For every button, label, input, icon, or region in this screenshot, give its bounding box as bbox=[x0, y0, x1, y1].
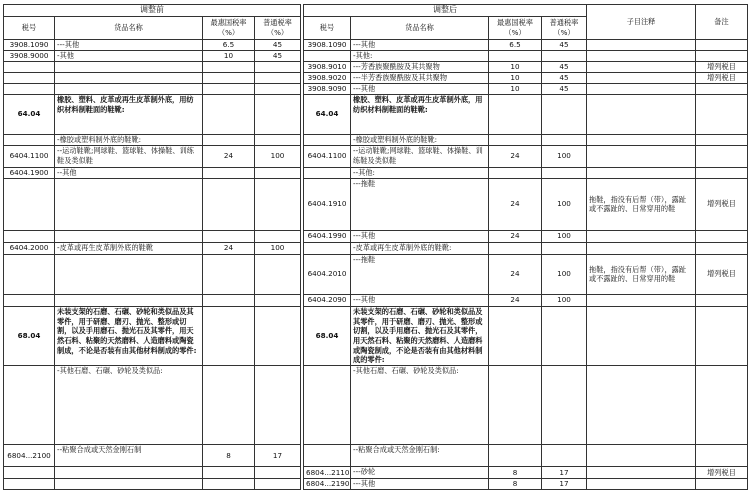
remark-cell: 增列税目 bbox=[696, 254, 748, 294]
before-general-cell: 100 bbox=[255, 145, 301, 167]
note-cell bbox=[587, 366, 696, 445]
before-mfn-cell bbox=[203, 94, 255, 134]
after-mfn-cell: 6.5 bbox=[489, 39, 542, 50]
remark-cell bbox=[696, 39, 748, 50]
before-name-cell: -皮革或再生皮革制外底的鞋靴 bbox=[55, 242, 203, 254]
after-name-cell: ---其他 bbox=[351, 230, 489, 242]
before-general-cell bbox=[255, 306, 301, 365]
before-code-cell bbox=[4, 178, 55, 230]
before-code-cell: 3908.1090 bbox=[4, 39, 55, 50]
remark-header: 备注 bbox=[696, 5, 748, 40]
before-general-cell bbox=[255, 94, 301, 134]
after-mfn-header: 最惠国税率（%） bbox=[489, 16, 542, 39]
after-name-cell: -其他: bbox=[351, 50, 489, 61]
remark-cell bbox=[696, 94, 748, 134]
after-general-header: 普通税率（%） bbox=[542, 16, 587, 39]
before-code-cell bbox=[4, 72, 55, 83]
before-general-cell bbox=[255, 230, 301, 242]
remark-cell bbox=[696, 230, 748, 242]
remark-cell bbox=[696, 306, 748, 365]
after-code-cell bbox=[304, 366, 351, 445]
before-mfn-cell: 24 bbox=[203, 145, 255, 167]
after-general-cell bbox=[542, 167, 587, 178]
after-mfn-cell: 24 bbox=[489, 294, 542, 306]
before-code-cell bbox=[4, 467, 55, 479]
before-mfn-header: 最惠国税率（%） bbox=[203, 16, 255, 39]
table-row bbox=[4, 254, 748, 294]
before-name-cell bbox=[55, 178, 203, 230]
note-cell bbox=[587, 230, 696, 242]
after-code-cell: 6404.2010 bbox=[304, 254, 351, 294]
tariff-table bbox=[3, 4, 748, 490]
table-row bbox=[4, 167, 748, 178]
remark-cell: 增列税目 bbox=[696, 61, 748, 72]
after-name-cell: ---其他 bbox=[351, 294, 489, 306]
before-mfn-cell bbox=[203, 467, 255, 479]
before-name-cell: --其他 bbox=[55, 167, 203, 178]
before-general-cell bbox=[255, 61, 301, 72]
after-name-header: 货品名称 bbox=[351, 16, 489, 39]
before-name-cell bbox=[55, 61, 203, 72]
after-general-cell: 17 bbox=[542, 467, 587, 479]
before-code-cell: 6404.2000 bbox=[4, 242, 55, 254]
after-code-cell: 6404.1100 bbox=[304, 145, 351, 167]
before-code-cell bbox=[4, 294, 55, 306]
before-name-cell: --运动鞋靴;网球鞋、篮球鞋、体操鞋、训练鞋及类似鞋 bbox=[55, 145, 203, 167]
after-name-cell: ---砂轮 bbox=[351, 467, 489, 479]
table-row bbox=[4, 178, 748, 230]
before-general-cell bbox=[255, 254, 301, 294]
note-cell bbox=[587, 306, 696, 365]
before-code-cell: 64.04 bbox=[4, 94, 55, 134]
before-general-cell: 45 bbox=[255, 39, 301, 50]
after-code-cell bbox=[304, 242, 351, 254]
before-code-cell bbox=[4, 83, 55, 94]
before-code-cell bbox=[4, 254, 55, 294]
after-code-cell: 6804...2110 bbox=[304, 467, 351, 479]
remark-cell bbox=[696, 294, 748, 306]
before-name-cell bbox=[55, 467, 203, 479]
table-row bbox=[4, 230, 748, 242]
after-code-cell bbox=[304, 134, 351, 145]
after-mfn-cell bbox=[489, 94, 542, 134]
before-name-header: 货品名称 bbox=[55, 16, 203, 39]
before-name-cell bbox=[55, 230, 203, 242]
after-code-cell bbox=[304, 167, 351, 178]
table-row bbox=[4, 366, 748, 445]
note-cell bbox=[587, 72, 696, 83]
before-group-header: 调整前 bbox=[4, 5, 301, 17]
after-code-cell: 6804...2190 bbox=[304, 479, 351, 490]
remark-cell bbox=[696, 50, 748, 61]
note-header: 子目注释 bbox=[587, 5, 696, 40]
before-mfn-cell bbox=[203, 83, 255, 94]
before-general-cell: 17 bbox=[255, 445, 301, 467]
before-name-cell: --粘聚合成或天然金刚石制 bbox=[55, 445, 203, 467]
before-mfn-cell bbox=[203, 479, 255, 490]
after-code-cell: 6404.1910 bbox=[304, 178, 351, 230]
before-general-cell bbox=[255, 72, 301, 83]
before-code-cell: 68.04 bbox=[4, 306, 55, 365]
after-code-cell: 64.04 bbox=[304, 94, 351, 134]
table-row bbox=[4, 72, 748, 83]
note-cell bbox=[587, 167, 696, 178]
before-code-cell: 6404.1900 bbox=[4, 167, 55, 178]
after-general-cell bbox=[542, 366, 587, 445]
after-code-cell: 3908.9010 bbox=[304, 61, 351, 72]
before-name-cell: -其他 bbox=[55, 50, 203, 61]
before-name-cell: 未装支架的石磨、石碾、砂轮和类似品及其零件，用于研磨、磨刃、抛光、整形或切割，以及手用磨石、抛光石及其零件，用天然石料、粘聚的天然磨料、人造磨料或陶瓷制成，不论是否装有由其他材料制成的零件: bbox=[55, 306, 203, 365]
remark-cell bbox=[696, 445, 748, 467]
remark-cell bbox=[696, 479, 748, 490]
after-name-cell: --其他: bbox=[351, 167, 489, 178]
before-name-cell: 橡胶、塑料、皮革或再生皮革制外底，用纺织材料制鞋面的鞋靴: bbox=[55, 94, 203, 134]
after-general-cell: 100 bbox=[542, 178, 587, 230]
before-name-cell bbox=[55, 72, 203, 83]
after-code-cell: 3908.9020 bbox=[304, 72, 351, 83]
after-general-cell bbox=[542, 50, 587, 61]
before-mfn-cell: 8 bbox=[203, 445, 255, 467]
after-mfn-cell: 8 bbox=[489, 479, 542, 490]
before-name-cell bbox=[55, 294, 203, 306]
table-row bbox=[4, 39, 748, 50]
before-mfn-cell: 6.5 bbox=[203, 39, 255, 50]
remark-cell bbox=[696, 366, 748, 445]
after-code-cell bbox=[304, 445, 351, 467]
after-general-cell bbox=[542, 242, 587, 254]
note-cell bbox=[587, 242, 696, 254]
after-name-cell: -皮革或再生皮革制外底的鞋靴: bbox=[351, 242, 489, 254]
table-row bbox=[4, 306, 748, 365]
after-general-cell bbox=[542, 306, 587, 365]
after-name-cell: ---其他 bbox=[351, 39, 489, 50]
after-code-cell: 68.04 bbox=[304, 306, 351, 365]
after-mfn-cell: 10 bbox=[489, 83, 542, 94]
after-general-cell: 45 bbox=[542, 39, 587, 50]
before-mfn-cell bbox=[203, 294, 255, 306]
after-general-cell: 45 bbox=[542, 83, 587, 94]
after-mfn-cell bbox=[489, 306, 542, 365]
after-general-cell: 100 bbox=[542, 145, 587, 167]
before-mfn-cell bbox=[203, 306, 255, 365]
after-mfn-cell: 8 bbox=[489, 467, 542, 479]
table-row bbox=[4, 134, 748, 145]
before-mfn-cell: 24 bbox=[203, 242, 255, 254]
note-cell bbox=[587, 50, 696, 61]
after-name-cell: --运动鞋靴;网球鞋、篮球鞋、体操鞋、训练鞋及类似鞋 bbox=[351, 145, 489, 167]
after-name-cell: ---其他 bbox=[351, 479, 489, 490]
table-row bbox=[4, 479, 748, 490]
note-cell bbox=[587, 145, 696, 167]
after-mfn-cell: 10 bbox=[489, 61, 542, 72]
after-name-cell: ---半芳香族聚酰胺及其共聚物 bbox=[351, 72, 489, 83]
before-general-cell bbox=[255, 479, 301, 490]
before-mfn-cell bbox=[203, 134, 255, 145]
before-general-cell: 100 bbox=[255, 242, 301, 254]
table-row bbox=[4, 61, 748, 72]
after-name-cell: ---拖鞋 bbox=[351, 254, 489, 294]
before-mfn-cell bbox=[203, 178, 255, 230]
before-mfn-cell bbox=[203, 72, 255, 83]
remark-cell bbox=[696, 134, 748, 145]
before-general-cell: 45 bbox=[255, 50, 301, 61]
before-code-cell bbox=[4, 230, 55, 242]
after-code-header: 税号 bbox=[304, 16, 351, 39]
before-general-cell bbox=[255, 294, 301, 306]
remark-cell: 增列税目 bbox=[696, 72, 748, 83]
tariff-rows bbox=[4, 39, 748, 489]
before-mfn-cell bbox=[203, 366, 255, 445]
remark-cell bbox=[696, 145, 748, 167]
before-general-header: 普通税率（%） bbox=[255, 16, 301, 39]
table-row bbox=[4, 294, 748, 306]
after-general-cell: 100 bbox=[542, 230, 587, 242]
before-code-cell bbox=[4, 479, 55, 490]
note-cell bbox=[587, 467, 696, 479]
after-name-cell: ---拖鞋 bbox=[351, 178, 489, 230]
before-code-cell: 6404.1100 bbox=[4, 145, 55, 167]
before-code-cell: 3908.9000 bbox=[4, 50, 55, 61]
before-code-cell bbox=[4, 134, 55, 145]
before-code-cell bbox=[4, 61, 55, 72]
after-mfn-cell: 24 bbox=[489, 178, 542, 230]
after-general-cell bbox=[542, 134, 587, 145]
after-general-cell bbox=[542, 94, 587, 134]
after-name-cell: --粘聚合成或天然金刚石制: bbox=[351, 445, 489, 467]
before-general-cell bbox=[255, 366, 301, 445]
before-mfn-cell bbox=[203, 61, 255, 72]
table-row bbox=[4, 145, 748, 167]
after-code-cell bbox=[304, 50, 351, 61]
after-mfn-cell bbox=[489, 134, 542, 145]
after-mfn-cell bbox=[489, 167, 542, 178]
before-code-cell: 6804...2100 bbox=[4, 445, 55, 467]
before-name-cell bbox=[55, 254, 203, 294]
after-mfn-cell: 24 bbox=[489, 145, 542, 167]
remark-cell: 增列税目 bbox=[696, 178, 748, 230]
before-code-cell bbox=[4, 366, 55, 445]
tariff-adjustment-sheet bbox=[3, 4, 747, 496]
remark-cell bbox=[696, 83, 748, 94]
after-general-cell: 100 bbox=[542, 294, 587, 306]
after-mfn-cell: 10 bbox=[489, 72, 542, 83]
after-name-cell: -橡胶或塑料制外底的鞋靴: bbox=[351, 134, 489, 145]
after-name-cell: 未装支架的石磨、石碾、砂轮和类似品及其零件，用于研磨、磨刃、抛光、整形或切割，以及手用磨石、抛光石及其零件，用天然石料、粘聚的天然磨料、人造磨料或陶瓷制成，不论是否装有由其他材料制成的零件: bbox=[351, 306, 489, 365]
before-general-cell bbox=[255, 134, 301, 145]
after-general-cell: 17 bbox=[542, 479, 587, 490]
after-code-cell: 6404.1990 bbox=[304, 230, 351, 242]
after-general-cell: 100 bbox=[542, 254, 587, 294]
after-general-cell bbox=[542, 445, 587, 467]
before-name-cell: ---其他 bbox=[55, 39, 203, 50]
after-code-cell: 3908.1090 bbox=[304, 39, 351, 50]
before-name-cell: -橡胶或塑料制外底的鞋靴: bbox=[55, 134, 203, 145]
before-general-cell bbox=[255, 167, 301, 178]
note-cell bbox=[587, 479, 696, 490]
before-general-cell bbox=[255, 178, 301, 230]
table-row bbox=[4, 50, 748, 61]
after-code-cell: 3908.9090 bbox=[304, 83, 351, 94]
after-mfn-cell bbox=[489, 50, 542, 61]
note-cell bbox=[587, 94, 696, 134]
before-mfn-cell bbox=[203, 230, 255, 242]
before-general-cell bbox=[255, 467, 301, 479]
before-mfn-cell bbox=[203, 167, 255, 178]
note-cell bbox=[587, 83, 696, 94]
after-mfn-cell: 24 bbox=[489, 254, 542, 294]
note-cell: 拖鞋，指没有后帮（带），露趾或不露趾的、日常穿用的鞋 bbox=[587, 254, 696, 294]
remark-cell bbox=[696, 242, 748, 254]
note-cell bbox=[587, 134, 696, 145]
note-cell bbox=[587, 294, 696, 306]
before-mfn-cell bbox=[203, 254, 255, 294]
before-general-cell bbox=[255, 83, 301, 94]
after-code-cell: 6404.2090 bbox=[304, 294, 351, 306]
after-general-cell: 45 bbox=[542, 61, 587, 72]
after-general-cell: 45 bbox=[542, 72, 587, 83]
after-name-cell: ---其他 bbox=[351, 83, 489, 94]
table-row bbox=[4, 94, 748, 134]
after-mfn-cell bbox=[489, 366, 542, 445]
after-mfn-cell bbox=[489, 242, 542, 254]
after-name-cell: ---芳香族聚酰胺及其共聚物 bbox=[351, 61, 489, 72]
table-row bbox=[4, 242, 748, 254]
after-group-header: 调整后 bbox=[304, 5, 587, 17]
before-code-header: 税号 bbox=[4, 16, 55, 39]
after-mfn-cell: 24 bbox=[489, 230, 542, 242]
after-mfn-cell bbox=[489, 445, 542, 467]
note-cell bbox=[587, 39, 696, 50]
table-row bbox=[4, 467, 748, 479]
table-row bbox=[4, 445, 748, 467]
table-row bbox=[4, 83, 748, 94]
note-cell: 拖鞋，指没有后帮（带），露趾或不露趾的、日常穿用的鞋 bbox=[587, 178, 696, 230]
note-cell bbox=[587, 61, 696, 72]
after-name-cell: 橡胶、塑料、皮革或再生皮革制外底，用纺织材料制鞋面的鞋靴: bbox=[351, 94, 489, 134]
remark-cell: 增列税目 bbox=[696, 467, 748, 479]
before-name-cell bbox=[55, 479, 203, 490]
before-mfn-cell: 10 bbox=[203, 50, 255, 61]
after-name-cell: -其他石磨、石碾、砂轮及类似品: bbox=[351, 366, 489, 445]
remark-cell bbox=[696, 167, 748, 178]
before-name-cell: -其他石磨、石碾、砂轮及类似品: bbox=[55, 366, 203, 445]
before-name-cell bbox=[55, 83, 203, 94]
note-cell bbox=[587, 445, 696, 467]
